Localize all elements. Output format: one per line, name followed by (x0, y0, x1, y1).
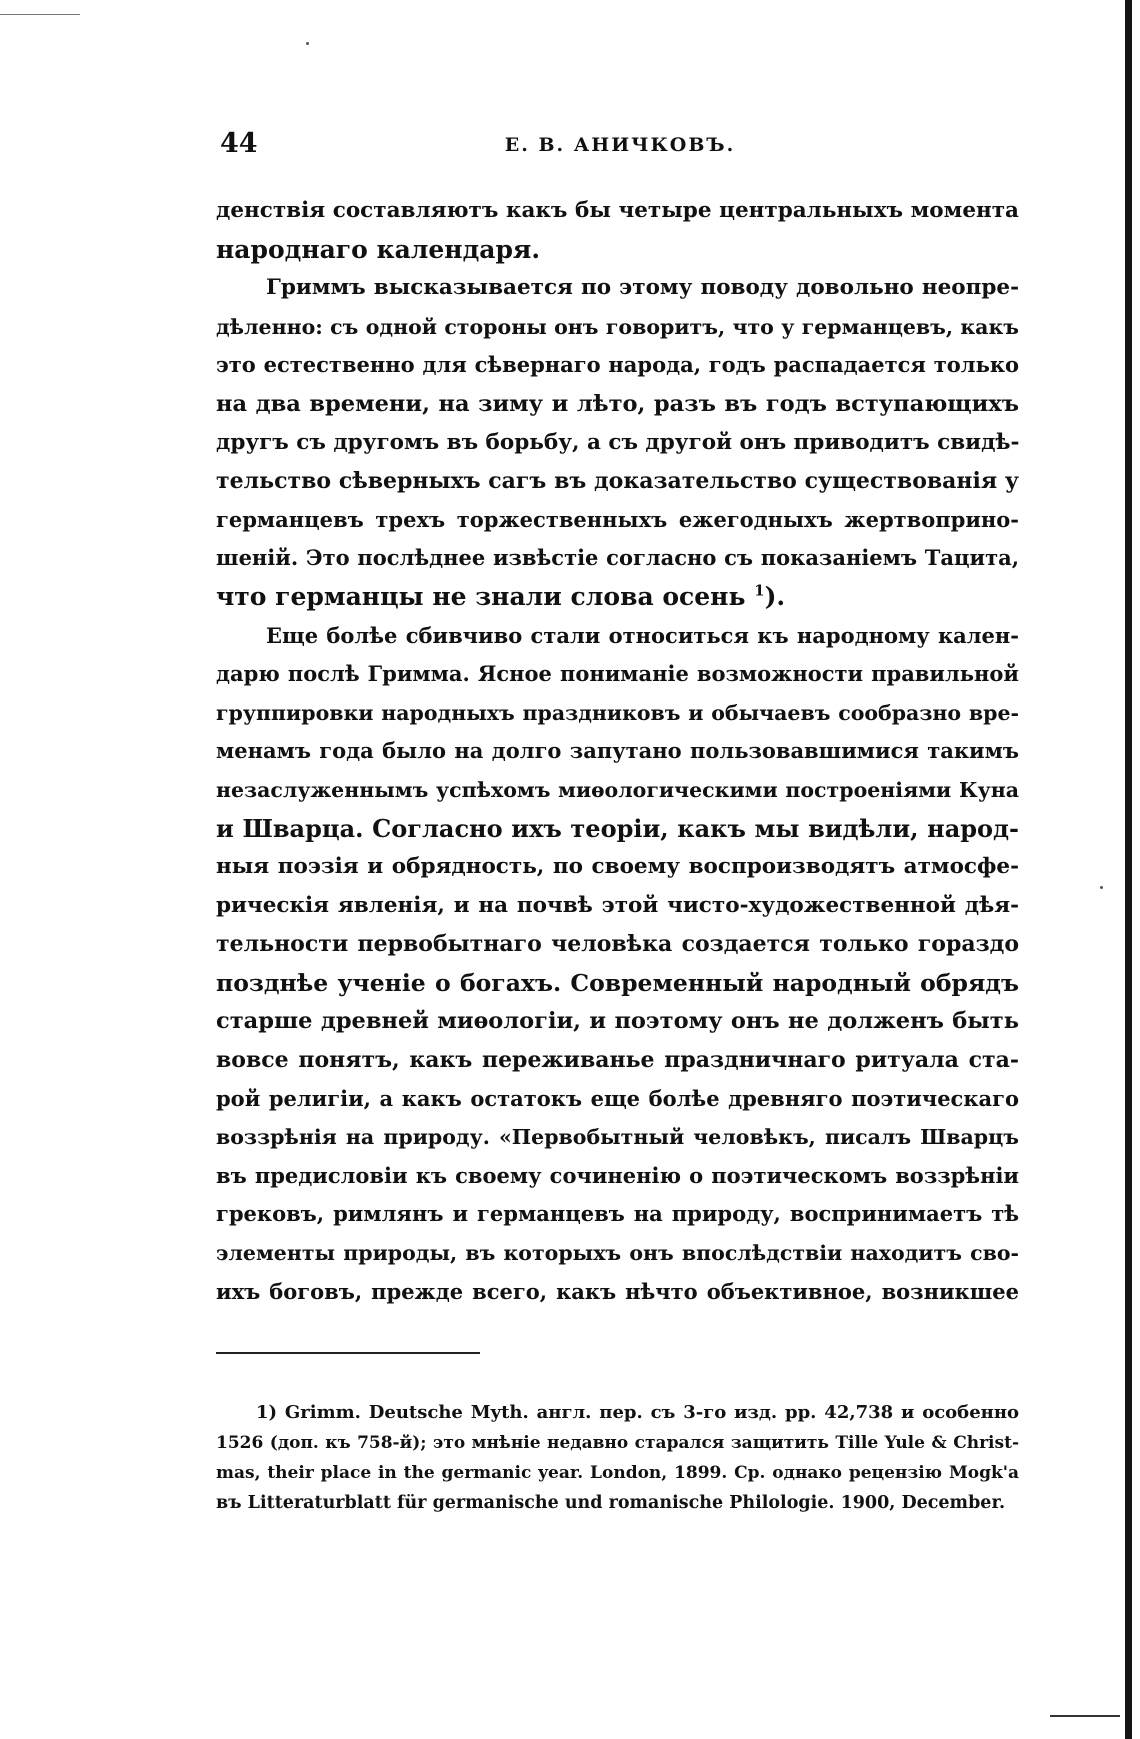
footnotes (216, 1398, 1019, 1518)
text-line: что германцы не знали слова осень (216, 581, 746, 611)
footnote-line: 1526 (доп. къ 758-й); это мнѣніе недавно старался защитить Tille Yule & Christ- (216, 1433, 1019, 1453)
scan-speck (306, 42, 309, 45)
footnote-line: mas, their place in the germanic year. London, 1899. Ср. однако рецензію Mogk'а (216, 1463, 1019, 1483)
footnote-line: 1) Grimm. Deutsche Myth. англ. пер. съ 3-го изд. pp. 42,738 и особенно (256, 1402, 1019, 1423)
footnote-reference-close: ). (764, 581, 786, 611)
page-number: 44 (220, 128, 258, 159)
text-line: вовсе понятъ, какъ переживанье праздничнаго ритуала ста- (216, 1047, 1019, 1074)
text-line: денствія составляютъ какъ бы четыре центральныхъ момента (216, 198, 1019, 223)
scan-speck (1100, 886, 1103, 889)
text-line: другъ съ другомъ въ борьбу, а съ другой онъ приводитъ свидѣ- (216, 429, 1020, 455)
text-line: элементы природы, въ которыхъ онъ впослѣдствіи находитъ сво- (216, 1241, 1019, 1266)
main-text (216, 192, 1019, 1311)
text-line: Еще болѣе сбивчиво стали относиться къ народному кален- (266, 622, 1019, 648)
text-line: тельности первобытнаго человѣка создается только гораздо (216, 931, 1019, 958)
text-line: германцевъ трехъ торжественныхъ ежегодныхъ жертвоприно- (216, 506, 1019, 532)
text-line: ныя поэзія и обрядность, по своему воспроизводятъ атмосфе- (216, 854, 1019, 880)
text-line: рическія явленія, и на почвѣ этой чисто-художественной дѣя- (216, 892, 1019, 918)
page-header (220, 128, 1020, 168)
text-line: старше древней миѳологіи, и поэтому онъ не долженъ быть (216, 1008, 1019, 1035)
text-line: Гриммъ высказывается по этому поводу довольно неопре- (266, 275, 1019, 301)
scan-top-mark (0, 14, 80, 15)
text-line: на два времени, на зиму и лѣто, разъ въ годъ вступающихъ (216, 390, 1019, 417)
text-line: это естественно для сѣвернаго народа, годъ распадается только (216, 352, 1019, 378)
text-line-with-footnote (216, 578, 1019, 617)
footnote-line: въ Litteraturblatt für germanische und romanische Philologie. 1900, December. (216, 1493, 1006, 1513)
text-line: грековъ, римлянъ и германцевъ на природу, воспринимаетъ тѣ (216, 1201, 1019, 1227)
text-line: и Шварца. Согласно ихъ теоріи, какъ мы видѣли, народ- (216, 813, 1019, 843)
text-line: незаслуженнымъ успѣхомъ миѳологическими построеніями Куна (216, 777, 1019, 802)
text-line: народнаго календаря. (216, 234, 541, 264)
text-line: дарю послѣ Гримма. Ясное пониманіе возможности правильной (216, 661, 1019, 687)
text-line: въ предисловіи къ своему сочиненію о поэтическомъ воззрѣніи (216, 1162, 1019, 1188)
footnote-reference: 1 (754, 581, 765, 600)
text-line: тельство сѣверныхъ сагъ въ доказательство существованія у (216, 468, 1019, 495)
text-line: дѣленно: съ одной стороны онъ говоритъ, что у германцевъ, какъ (216, 314, 1019, 339)
footnote-divider (216, 1352, 480, 1354)
text-line: шеній. Это послѣднее извѣстіе согласно съ показаніемъ Тацита, (216, 545, 1019, 571)
text-line: ихъ боговъ, прежде всего, какъ нѣчто объективное, возникшее (216, 1278, 1019, 1304)
text-line: менамъ года было на долго запутано пользовавшимися такимъ (216, 738, 1019, 764)
text-line: позднѣе ученіе о богахъ. Современный народный обрядъ (216, 968, 1019, 997)
text-line: группировки народныхъ праздниковъ и обычаевъ сообразно вре- (216, 700, 1019, 725)
scan-bottom-mark (1050, 1715, 1120, 1717)
scan-page-edge (1125, 0, 1132, 1739)
text-line: воззрѣнія на природу. «Первобытный человѣкъ, писалъ Шварцъ (216, 1125, 1019, 1150)
text-line: рой религіи, а какъ остатокъ еще болѣе древняго поэтическаго (216, 1085, 1019, 1111)
running-head: Е. В. АНИЧКОВЪ. (504, 134, 736, 156)
